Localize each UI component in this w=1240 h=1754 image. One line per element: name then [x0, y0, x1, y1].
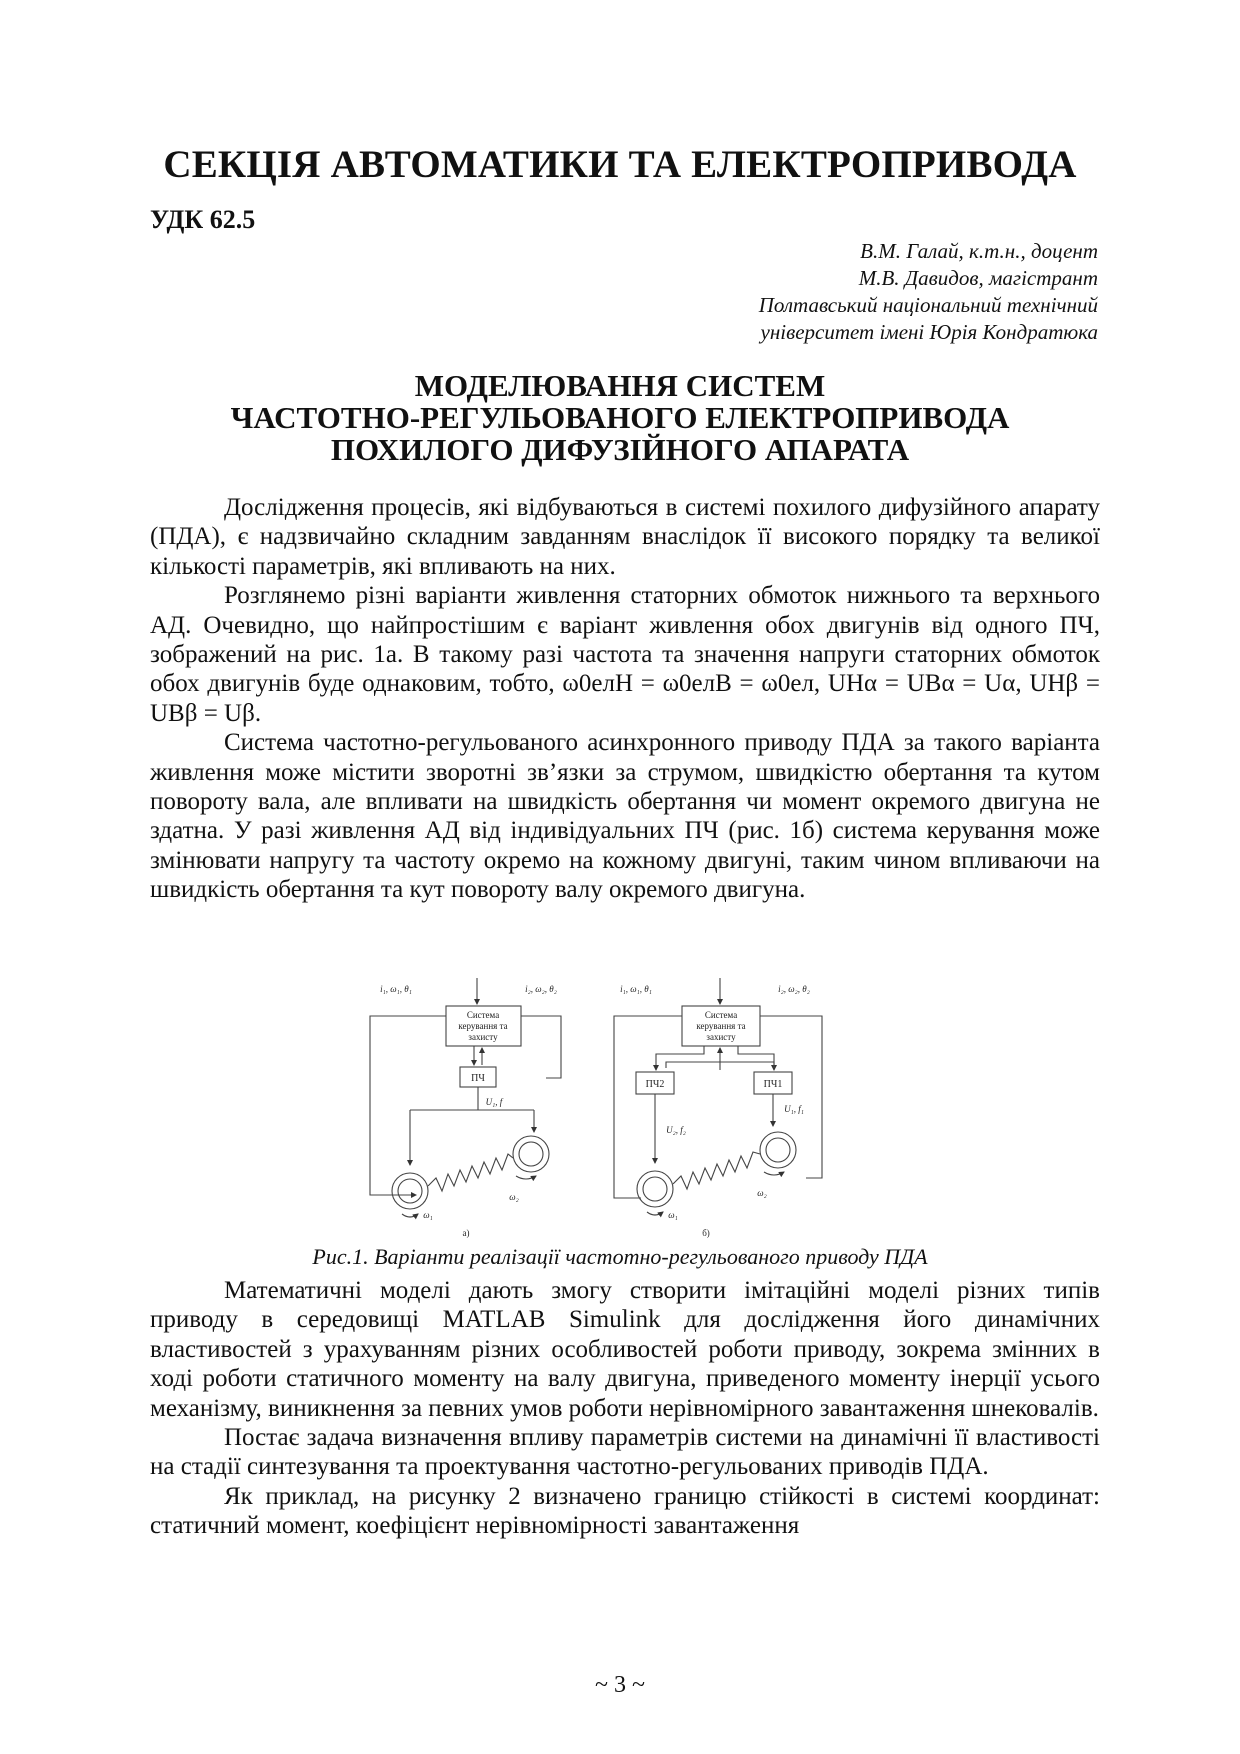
paragraph: Як приклад, на рисунку 2 визначено границю стійкості в системі координат: статичний момент, коефіцієнт нерівномірності завантаження — [150, 1482, 1100, 1540]
output-label-a: U₁, f — [485, 1097, 503, 1107]
motor-right-b — [760, 1132, 796, 1168]
panel-label-b: б) — [702, 1228, 710, 1238]
system-label-a: захисту — [468, 1032, 498, 1042]
paragraph: Дослідження процесів, які відбуваються в системі похилого дифузійного апарату (ПДА), є надзвичайно складним завданням внаслідок її високого порядку та великої кількості параметрів, які впливають на них. — [150, 494, 1100, 580]
paper-title — [140, 370, 1100, 466]
motor-right-a — [513, 1136, 549, 1172]
paragraph: Розглянемо різні варіанти живлення статорних обмоток нижнього та верхнього АД. Очевидно, що найпростішим є варіант живлення обох двигунів від одного ПЧ, зображений на рис. 1а. В такому разі частота та значення напруги статорних обмоток обох двигунів буде однаковим, тобто, ω0елН = ω0елВ = ω0ел, UНα = UВα = Uα, UНβ = UВβ = Uβ. — [150, 582, 1100, 727]
converter-label-a: ПЧ — [471, 1073, 485, 1084]
body-text-before-figure — [150, 493, 1100, 905]
omega-right-a: ω₂ — [509, 1192, 519, 1202]
paragraph: Система частотно-регульованого асинхронного приводу ПДА за такого варіанта живлення може містити зворотні зв’язки за струмом, швидкістю обертання та кутом повороту вала, але впливати на швидкість обертання чи момент окремого двигуна не здатна. У разі живлення АД від індивідуальних ПЧ (рис. 1б) система керування може змінювати напругу та частоту окремо на кожному двигуні, таким чином впливаючи на швидкість обертання та кут повороту валу окремого двигуна. — [150, 729, 1100, 904]
section-title: СЕКЦІЯ АВТОМАТИКИ ТА ЕЛЕКТРОПРИВОДА — [163, 143, 1077, 186]
output-label-b-right: U₁, f₁ — [784, 1104, 804, 1114]
figure-caption: Рис.1. Варіанти реалізації частотно-регульованого приводу ПДА — [312, 1244, 928, 1269]
udk-code: УДК 62.5 — [150, 205, 256, 234]
system-label-b: керування та — [696, 1021, 746, 1031]
affiliation-line: Полтавський національний технічний — [758, 293, 1098, 317]
author-block — [759, 238, 1098, 346]
title-line: ПОХИЛОГО ДИФУЗІЙНОГО АПАРАТА — [330, 432, 910, 467]
feedback-label-right-b: i₂, ω₂, θ₂ — [778, 984, 810, 994]
converter-label-b-left: ПЧ2 — [645, 1079, 665, 1090]
panel-label-a: а) — [462, 1228, 470, 1238]
title-line: ЧАСТОТНО-РЕГУЛЬОВАНОГО ЕЛЕКТРОПРИВОДА — [230, 400, 1010, 435]
omega-right-b: ω₂ — [757, 1188, 767, 1198]
feedback-label-left-b: i₁, ω₁, θ₁ — [620, 984, 652, 994]
motor-left-a — [392, 1173, 428, 1209]
author-line: В.М. Галай, к.т.н., доцент — [860, 239, 1098, 263]
feedback-label-right-a: i₂, ω₂, θ₂ — [525, 984, 557, 994]
omega-left-b: ω₁ — [668, 1210, 678, 1220]
feedback-label-left-a: i₁, ω₁, θ₁ — [380, 984, 412, 994]
page-number: ~ 3 ~ — [595, 1672, 645, 1698]
title-line: МОДЕЛЮВАННЯ СИСТЕМ — [414, 368, 826, 403]
output-label-b-left: U₂, f₂ — [666, 1125, 686, 1135]
affiliation-line: університет імені Юрія Кондратюка — [760, 320, 1098, 344]
system-label-b: захисту — [706, 1032, 736, 1042]
system-label-a: керування та — [458, 1021, 508, 1031]
system-label-b: Система — [704, 1010, 738, 1020]
figure-1-diagram — [366, 978, 866, 1238]
omega-left-a: ω₁ — [423, 1210, 433, 1220]
author-line: М.В. Давидов, магістрант — [858, 266, 1098, 290]
motor-left-b — [637, 1171, 673, 1207]
paragraph: Математичні моделі дають змогу створити імітаційні моделі різних типів приводу в середовищі MATLAB Simulink для дослідження його динамічних властивостей з урахуванням різних особливостей роботи приводу, зокрема змінних в ході роботи статичного моменту на валу двигуна, приведеного моменту інерції усього механізму, виникнення за певних умов роботи нерівномірного завантаження шнековалів. — [150, 1277, 1100, 1422]
paragraph: Постає задача визначення впливу параметрів системи на динамічні її властивості на стадії синтезування та проектування частотно-регульованих приводів ПДА. — [150, 1424, 1100, 1481]
converter-label-b-right: ПЧ1 — [763, 1079, 783, 1090]
body-text-after-figure — [150, 1276, 1100, 1541]
system-label-a: Система — [466, 1010, 500, 1020]
